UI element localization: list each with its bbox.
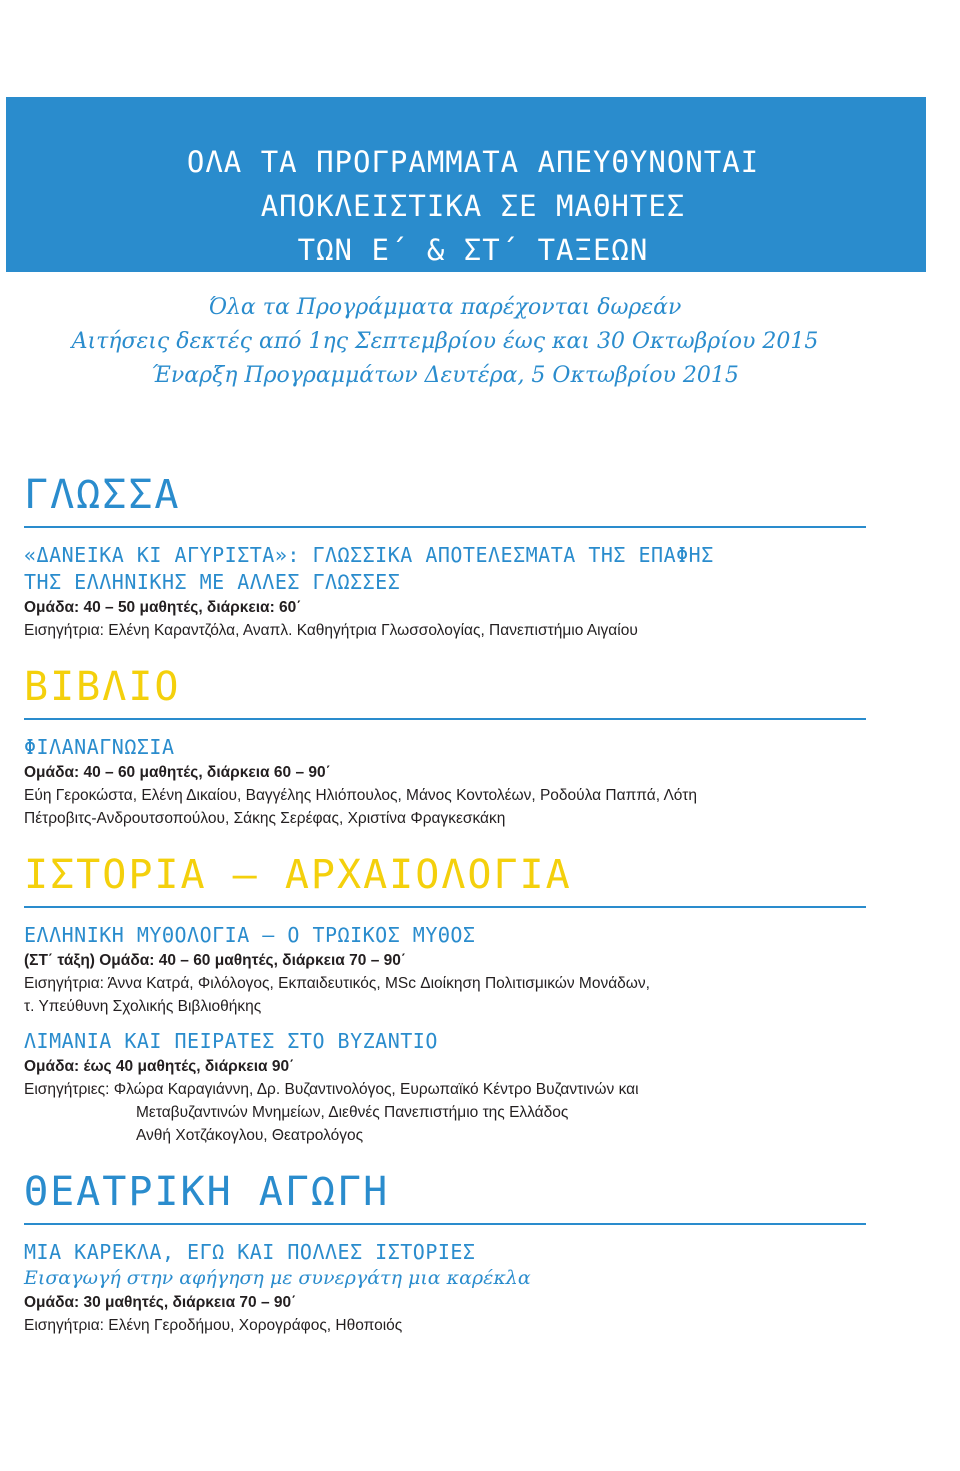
program-people: Πέτροβιτς-Ανδρουτσοπούλου, Σάκης Σερέφας, Χριστίνα Φραγκεσκάκη [24,810,506,827]
intro-line: Έναρξη Προγραμμάτων Δευτέρα, 5 Οκτωβρίου 2015 [151,363,739,388]
program-instructor: Ανθή Χοτζάκογλου, Θεατρολόγος [136,1127,364,1144]
section-heading: ΒΙΒΛΙΟ [24,662,866,720]
program-title: ΜΙΑ ΚΑΡΕΚΛΑ, ΕΓΩ ΚΑΙ ΠΟΛΛΕΣ ΙΣΤΟΡΙΕΣ [24,1240,476,1264]
program-people: Εύη Γεροκώστα, Ελένη Δικαίου, Βαγγέλης Ηλιόπουλος, Μάνος Κοντολέων, Ροδούλα Παππά, Λότη [24,787,697,804]
section-language [24,470,866,642]
section-heading: ΙΣΤΟΡΙΑ – ΑΡΧΑΙΟΛΟΓΙΑ [24,850,866,908]
banner-line: ΟΛΑ ΤΑ ΠΡΟΓΡΑΜΜΑΤΑ ΑΠΕΥΘΥΝΟΝΤΑΙ [186,145,760,179]
section-book [24,662,866,830]
intro-block [0,291,890,393]
program-meta: Ομάδα: 40 – 50 μαθητές, διάρκεια: 60΄ [24,599,302,616]
section-heading: ΘΕΑΤΡΙΚΗ ΑΓΩΓΗ [24,1167,866,1225]
program-instructor: Εισηγήτριες: Φλώρα Καραγιάννη, Δρ. Βυζαντινολόγος, Ευρωπαϊκό Κέντρο Βυζαντινών και [24,1081,639,1098]
section-heading: ΓΛΩΣΣΑ [24,470,866,528]
banner-line: ΑΠΟΚΛΕΙΣΤΙΚΑ ΣΕ ΜΑΘΗΤΕΣ [260,189,686,223]
intro-line: Αιτήσεις δεκτές από 1ης Σεπτεμβρίου έως και 30 Οκτωβρίου 2015 [71,329,819,354]
banner-title [0,140,946,272]
banner-line: ΤΩΝ Ε΄ & ΣΤ΄ ΤΑΞΕΩΝ [297,233,649,267]
program-instructor: τ. Υπεύθυνη Σχολικής Βιβλιοθήκης [24,998,262,1015]
program-instructor: Εισηγήτρια: Ελένη Καραντζόλα, Αναπλ. Καθηγήτρια Γλωσσολογίας, Πανεπιστήμιο Αιγαίου [24,622,638,639]
program-title: ΛΙΜΑΝΙΑ ΚΑΙ ΠΕΙΡΑΤΕΣ ΣΤΟ ΒΥΖΑΝΤΙΟ [24,1029,438,1053]
program-instructor: Μεταβυζαντινών Μνημείων, Διεθνές Πανεπιστήμιο της Ελλάδος [136,1104,569,1121]
program-list [24,470,866,1337]
program-meta: Ομάδα: έως 40 μαθητές, διάρκεια 90΄ [24,1058,295,1075]
program-meta: Ομάδα: 40 – 60 μαθητές, διάρκεια 60 – 90΄ [24,764,331,781]
program-instructor: Εισηγήτρια: Ελένη Γεροδήμου, Χορογράφος, Ηθοποιός [24,1317,403,1334]
program-title: ΤΗΣ ΕΛΛΗΝΙΚΗΣ ΜΕ ΑΛΛΕΣ ΓΛΩΣΣΕΣ [24,570,401,594]
program-title: ΕΛΛΗΝΙΚΗ ΜΥΘΟΛΟΓΙΑ – Ο ΤΡΩΙΚΟΣ ΜΥΘΟΣ [24,923,476,947]
program-subtitle: Εισαγωγή στην αφήγηση με συνεργάτη μια καρέκλα [24,1267,531,1289]
program-title: «ΔΑΝΕΙΚΑ ΚΙ ΑΓΥΡΙΣΤΑ»: ΓΛΩΣΣΙΚΑ ΑΠΟΤΕΛΕΣΜΑΤΑ ΤΗΣ ΕΠΑΦΗΣ [24,543,714,567]
section-history [24,850,866,1147]
program-meta: (ΣΤ΄ τάξη) Ομάδα: 40 – 60 μαθητές, διάρκεια 70 – 90΄ [24,952,407,969]
intro-line: Όλα τα Προγράμματα παρέχονται δωρεάν [208,295,682,320]
program-meta: Ομάδα: 30 μαθητές, διάρκεια 70 – 90΄ [24,1294,297,1311]
section-theatre [24,1167,866,1337]
program-title: ΦΙΛΑΝΑΓΝΩΣΙΑ [24,735,175,759]
program-instructor: Εισηγήτρια: Άννα Κατρά, Φιλόλογος, Εκπαιδευτικός, MSc Διοίκηση Πολιτισμικών Μονάδων, [24,975,650,992]
